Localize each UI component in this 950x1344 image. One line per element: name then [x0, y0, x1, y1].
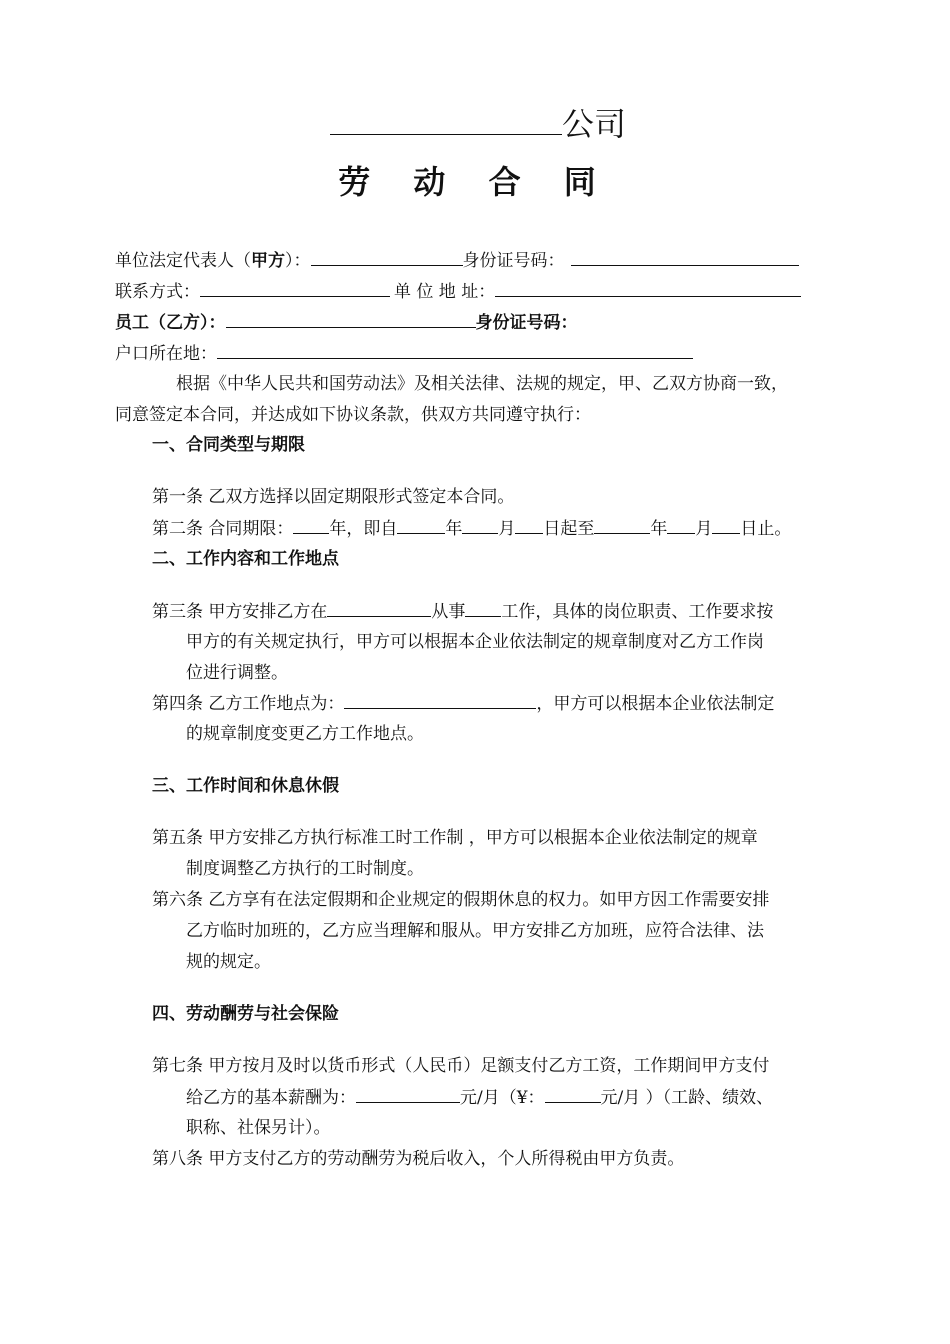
article-1: 第一条 乙双方选择以固定期限形式签定本合同。 [152, 487, 515, 507]
hukou-row [115, 342, 693, 365]
article-7-line-1: 第七条 甲方按月及时以货币形式（人民币）足额支付乙方工资，工作期间甲方支付 [152, 1056, 770, 1076]
article-4-line-2: 的规章制度变更乙方工作地点。 [186, 724, 424, 744]
article-2-text: 第二条 合同期限： [152, 519, 294, 539]
party-b-name-blank [226, 311, 476, 328]
article-2-text: 月 [695, 519, 713, 539]
hukou-blank [217, 342, 693, 359]
document-title: 劳 动 合 同 [338, 163, 612, 201]
article-6-line-2: 乙方临时加班的，乙方应当理解和服从。甲方安排乙方加班，应符合法律、法 [186, 921, 764, 941]
hukou-label: 户口所在地： [115, 344, 217, 364]
company-suffix: 公司 [562, 105, 627, 143]
contact-blank [200, 280, 390, 297]
start-day-blank [515, 517, 543, 534]
company-name-blank [330, 100, 562, 135]
article-2-text: 日止。 [740, 519, 792, 539]
article-2-text: 年，即自 [329, 519, 398, 539]
article-4-line-1 [152, 692, 774, 715]
intro-line-2: 同意签定本合同，并达成如下协议条款，供双方共同遵守执行： [115, 405, 591, 425]
article-3-line-2: 甲方的有关规定执行，甲方可以根据本企业依法制定的规章制度对乙方工作岗 [186, 632, 764, 652]
article-7-text: 给乙方的基本薪酬为： [186, 1088, 356, 1108]
address-label: 单 位 地 址： [394, 282, 496, 302]
article-7-line-3: 职称、社保另计）。 [186, 1118, 331, 1138]
section-heading-1: 一、合同类型与期限 [152, 435, 305, 455]
party-a-row [115, 249, 799, 272]
article-2-text: 年 [445, 519, 463, 539]
job-blank [465, 600, 501, 617]
party-a-label-post: ）： [285, 251, 311, 271]
article-6-line-3: 规的规定。 [186, 952, 271, 972]
intro-line-1: 根据《中华人民共和国劳动法》及相关法律、法规的规定，甲、乙双方协商一致， [176, 374, 788, 394]
article-4-text: 第四条 乙方工作地点为： [152, 694, 345, 714]
address-blank [495, 280, 801, 297]
end-year-blank [594, 517, 650, 534]
company-name-line [330, 100, 626, 146]
party-a-label-pre: 单位法定代表人（ [115, 251, 251, 271]
party-b-label: 员工（乙方）： [115, 313, 226, 333]
article-3-line-3: 位进行调整。 [186, 663, 288, 683]
article-2-text: 月 [498, 519, 516, 539]
party-a-id-blank [571, 249, 799, 266]
article-6-line-1: 第六条 乙方享有在法定假期和企业规定的假期休息的权力。如甲方因工作需要安排 [152, 890, 770, 910]
contact-label: 联系方式： [115, 282, 200, 302]
article-3-text: 从事 [431, 602, 466, 622]
article-8: 第八条 甲方支付乙方的劳动酬劳为税后收入，个人所得税由甲方负责。 [152, 1149, 685, 1169]
article-2 [152, 517, 791, 540]
article-4-text: ，甲方可以根据本企业依法制定 [536, 694, 775, 714]
end-day-blank [712, 517, 740, 534]
section-heading-3: 三、工作时间和休息休假 [152, 776, 339, 796]
party-a-name-blank [311, 249, 463, 266]
article-3-text: 第三条 甲方安排乙方在 [152, 602, 328, 622]
base-salary-blank [356, 1086, 460, 1103]
article-5-line-2: 制度调整乙方执行的工时制度。 [186, 859, 424, 879]
term-years-blank [293, 517, 329, 534]
salary-amount-blank [545, 1086, 601, 1103]
party-a-label-bold: 甲方 [251, 251, 285, 271]
party-a-id-label: 身份证号码： [462, 251, 565, 271]
article-2-text: 日起至 [543, 519, 595, 539]
start-year-blank [397, 517, 445, 534]
start-month-blank [462, 517, 498, 534]
article-7-line-2 [186, 1086, 773, 1109]
article-3-text: 工作，具体的岗位职责、工作要求按 [501, 602, 774, 622]
work-location-blank [344, 692, 536, 709]
contact-row [115, 280, 801, 303]
section-heading-2: 二、工作内容和工作地点 [152, 549, 339, 569]
article-3-line-1 [152, 600, 773, 623]
party-b-row [115, 311, 578, 334]
section-heading-4: 四、劳动酬劳与社会保险 [152, 1004, 339, 1024]
party-b-id-label: 身份证号码： [475, 313, 578, 333]
work-unit-blank [327, 600, 431, 617]
article-2-text: 年 [650, 519, 668, 539]
article-5-line-1: 第五条 甲方安排乙方执行标准工时工作制 ，甲方可以根据本企业依法制定的规章 [152, 828, 758, 848]
end-month-blank [667, 517, 695, 534]
article-7-text: 元/月（¥： [460, 1088, 545, 1108]
article-7-text: 元/月 ）（工龄、绩效、 [600, 1088, 774, 1108]
